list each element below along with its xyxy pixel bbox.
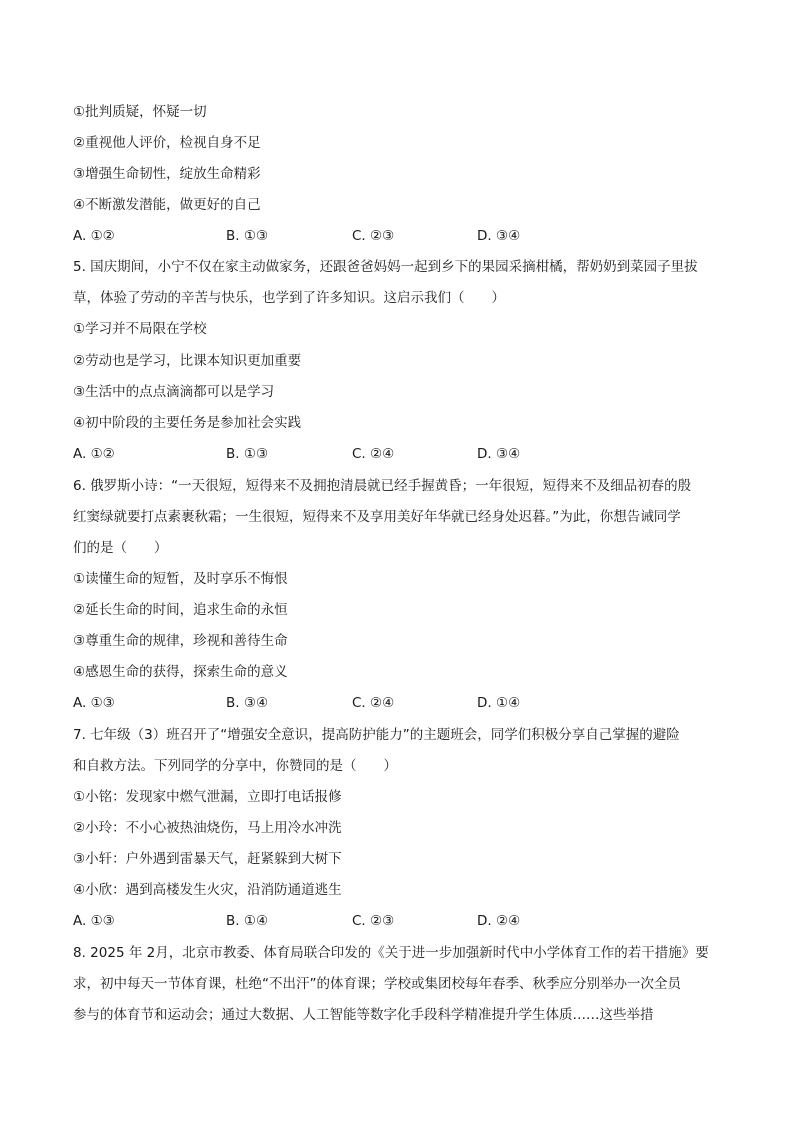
q5-options (73, 444, 733, 464)
q4-choice-4: ④不断激发潜能，做更好的自己 (73, 197, 261, 213)
q5-option-b[interactable]: B. ①③ (226, 446, 269, 462)
q6-stem-line-2: 红窦绿就要打点素裹秋霜；一生很短，短得来不及享用美好年华就已经身处迟暮。”为此，你想告诫同学 (73, 509, 681, 525)
q6-option-b[interactable]: B. ③④ (226, 695, 269, 711)
q5-stem-line-2: 草，体验了劳动的辛苦与快乐，也学到了许多知识。这启示我们（ ） (73, 290, 505, 306)
q7-choice-3: ③小轩：户外遇到雷暴天气，赶紧躲到大树下 (73, 851, 342, 867)
q7-choice-4: ④小欣：遇到高楼发生火灾，沿消防通道逃生 (73, 882, 342, 898)
q4-option-a[interactable]: A. ①② (73, 228, 115, 244)
q7-stem-line-2: 和自救方法。下列同学的分享中，你赞同的是（ ） (73, 758, 397, 774)
q5-choice-1: ①学习并不局限在学校 (73, 321, 207, 337)
q6-stem-line-1: 6. 俄罗斯小诗：“一天很短，短得来不及拥抱清晨就已经手握黄昏；一年很短，短得来不及细品初春的殷 (73, 478, 692, 494)
q4-choice-1: ①批判质疑，怀疑一切 (73, 104, 207, 120)
q4-choice-2: ②重视他人评价，检视自身不足 (73, 135, 261, 151)
q4-choice-3: ③增强生命韧性，绽放生命精彩 (73, 166, 261, 182)
q7-options (73, 911, 733, 931)
q6-options (73, 693, 733, 713)
q6-stem-line-3: 们的是（ ） (73, 540, 168, 556)
q7-choice-1: ①小铭：发现家中燃气泄漏，立即打电话报修 (73, 789, 342, 805)
q7-stem-line-1: 7. 七年级（3）班召开了“增强安全意识，提高防护能力”的主题班会，同学们积极分享自己掌握的避险 (73, 727, 680, 743)
q5-choice-3: ③生活中的点点滴滴都可以是学习 (73, 384, 275, 400)
q8-stem-line-3: 参与的体育节和运动会；通过大数据、人工智能等数字化手段科学精准提升学生体质……这些举措 (73, 1007, 654, 1023)
q5-choice-2: ②劳动也是学习，比课本知识更加重要 (73, 353, 302, 369)
q5-option-d[interactable]: D. ③④ (477, 446, 521, 462)
q6-choice-4: ④感恩生命的获得，探索生命的意义 (73, 664, 288, 680)
q6-option-d[interactable]: D. ①④ (477, 695, 521, 711)
q4-option-d[interactable]: D. ③④ (477, 228, 521, 244)
q4-option-b[interactable]: B. ①③ (226, 228, 269, 244)
q5-stem-line-1: 5. 国庆期间，小宁不仅在家主动做家务，还跟爸爸妈妈一起到乡下的果园采摘柑橘，帮奶奶到菜园子里拔 (73, 259, 698, 275)
q7-choice-2: ②小玲：不小心被热油烧伤，马上用冷水冲洗 (73, 820, 342, 836)
q7-option-a[interactable]: A. ①③ (73, 913, 115, 929)
q6-option-a[interactable]: A. ①③ (73, 695, 115, 711)
q5-choice-4: ④初中阶段的主要任务是参加社会实践 (73, 415, 302, 431)
q5-option-a[interactable]: A. ①② (73, 446, 115, 462)
q4-options (73, 226, 733, 246)
q4-option-c[interactable]: C. ②③ (352, 228, 395, 244)
q5-option-c[interactable]: C. ②④ (352, 446, 395, 462)
q8-stem-line-1: 8. 2025 年 2月，北京市教委、体育局联合印发的《关于进一步加强新时代中小学体育工作的若干措施》要 (73, 945, 709, 961)
q6-choice-3: ③尊重生命的规律，珍视和善待生命 (73, 633, 288, 649)
q7-option-c[interactable]: C. ②③ (352, 913, 395, 929)
q8-stem-line-2: 求，初中每天一节体育课，杜绝“不出汗”的体育课；学校或集团校每年春季、秋季应分别举办一次全员 (73, 976, 681, 992)
q6-option-c[interactable]: C. ②④ (352, 695, 395, 711)
q7-option-d[interactable]: D. ②④ (477, 913, 521, 929)
q6-choice-2: ②延长生命的时间，追求生命的永恒 (73, 602, 288, 618)
q7-option-b[interactable]: B. ①④ (226, 913, 269, 929)
q6-choice-1: ①读懂生命的短暂，及时享乐不悔恨 (73, 571, 288, 587)
